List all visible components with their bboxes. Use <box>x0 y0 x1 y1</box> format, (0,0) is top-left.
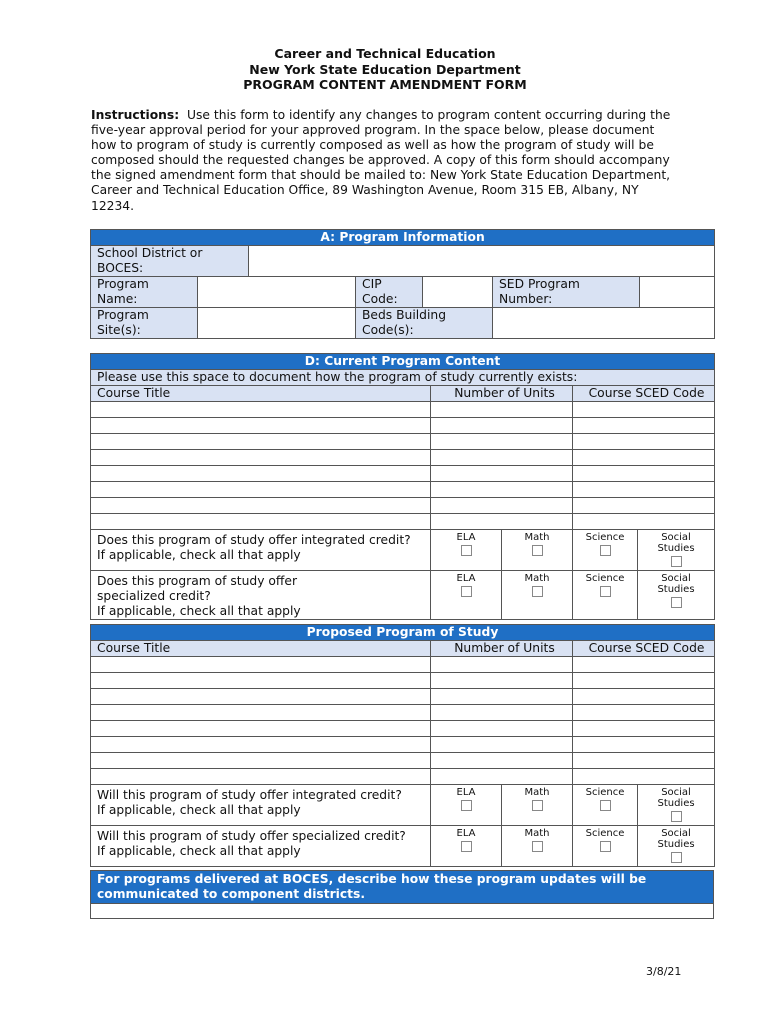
section-a-title: A: Program Information <box>91 230 715 246</box>
instructions-text: Use this form to identify any changes to program content occurring during the five-year approval period for your approved program. In the space below, please document how to program of study is currently composed as well as how the program of study will be composed should the requested changes be approved. A copy of this form should accompany the signed amendment form that should be mailed to: New York State Education Department, Career and Technical Education Office, 89 Washington Avenue, Room 315 EB, Albany, NY 12234. <box>91 108 671 213</box>
course-row[interactable] <box>91 498 431 514</box>
social-studies-option: Social Studies <box>638 826 715 867</box>
boces-title: For programs delivered at BOCES, describe how these program updates will be communicated to component districts. <box>91 871 714 904</box>
header-line-1: Career and Technical Education <box>274 46 496 61</box>
col-sced-code: Course SCED Code <box>573 386 715 402</box>
section-d-intro: Please use this space to document how the program of study currently exists: <box>91 370 715 386</box>
social-studies-checkbox[interactable] <box>671 852 682 863</box>
ela-option: ELA <box>431 571 502 620</box>
program-information-table <box>90 229 715 339</box>
course-row[interactable] <box>91 753 431 769</box>
ela-checkbox[interactable] <box>461 545 472 556</box>
instructions <box>91 108 671 214</box>
ela-checkbox[interactable] <box>461 841 472 852</box>
course-row[interactable] <box>91 402 431 418</box>
ela-option: ELA <box>431 530 502 571</box>
specialized-credit-question: Does this program of study offer specialized credit? If applicable, check all that apply <box>91 571 431 620</box>
ela-option: ELA <box>431 785 502 826</box>
ela-option: ELA <box>431 826 502 867</box>
cip-field[interactable] <box>423 277 493 308</box>
course-row[interactable] <box>91 705 431 721</box>
course-row[interactable] <box>91 418 431 434</box>
social-studies-option: Social Studies <box>638 530 715 571</box>
col-course-title: Course Title <box>91 641 431 657</box>
proposed-program-table <box>90 624 715 867</box>
course-row[interactable] <box>91 673 431 689</box>
course-row[interactable] <box>91 689 431 705</box>
course-row[interactable] <box>91 434 431 450</box>
integrated-credit-question: Does this program of study offer integrated credit? If applicable, check all that apply <box>91 530 431 571</box>
col-number-units: Number of Units <box>431 386 573 402</box>
science-option: Science <box>573 785 638 826</box>
course-row[interactable] <box>91 737 431 753</box>
science-option: Science <box>573 826 638 867</box>
current-program-table <box>90 353 715 620</box>
course-row[interactable] <box>91 450 431 466</box>
header-line-2: New York State Education Department <box>249 61 521 77</box>
instructions-label: Instructions: <box>91 108 180 122</box>
math-option: Math <box>502 785 573 826</box>
beds-field[interactable] <box>493 308 715 339</box>
science-checkbox[interactable] <box>600 800 611 811</box>
course-row[interactable] <box>91 721 431 737</box>
math-checkbox[interactable] <box>532 800 543 811</box>
site-field[interactable] <box>198 308 356 339</box>
course-row[interactable] <box>91 769 431 785</box>
beds-label: Beds Building Code(s): <box>356 308 493 339</box>
social-studies-checkbox[interactable] <box>671 811 682 822</box>
integrated-credit-question: Will this program of study offer integrated credit? If applicable, check all that apply <box>91 785 431 826</box>
course-row[interactable] <box>91 466 431 482</box>
form-header <box>0 46 770 93</box>
cip-label: CIP Code: <box>356 277 423 308</box>
proposed-title: Proposed Program of Study <box>91 625 715 641</box>
math-option: Math <box>502 530 573 571</box>
boces-response-field[interactable] <box>91 904 714 919</box>
math-checkbox[interactable] <box>532 545 543 556</box>
math-option: Math <box>502 571 573 620</box>
specialized-credit-question: Will this program of study offer specialized credit? If applicable, check all that apply <box>91 826 431 867</box>
science-checkbox[interactable] <box>600 841 611 852</box>
boces-table <box>90 870 714 919</box>
social-studies-checkbox[interactable] <box>671 597 682 608</box>
ela-checkbox[interactable] <box>461 586 472 597</box>
program-name-label: Program Name: <box>91 277 198 308</box>
science-option: Science <box>573 530 638 571</box>
course-row[interactable] <box>91 657 431 673</box>
social-studies-option: Social Studies <box>638 785 715 826</box>
science-checkbox[interactable] <box>600 545 611 556</box>
section-d-title: D: Current Program Content <box>91 354 715 370</box>
math-option: Math <box>502 826 573 867</box>
social-studies-checkbox[interactable] <box>671 556 682 567</box>
col-course-title: Course Title <box>91 386 431 402</box>
col-number-units: Number of Units <box>431 641 573 657</box>
district-field[interactable] <box>249 246 715 277</box>
col-sced-code: Course SCED Code <box>573 641 715 657</box>
header-line-3: PROGRAM CONTENT AMENDMENT FORM <box>243 77 527 92</box>
science-option: Science <box>573 571 638 620</box>
science-checkbox[interactable] <box>600 586 611 597</box>
program-name-field[interactable] <box>198 277 356 308</box>
math-checkbox[interactable] <box>532 586 543 597</box>
sed-field[interactable] <box>640 277 715 308</box>
math-checkbox[interactable] <box>532 841 543 852</box>
district-label: School District or BOCES: <box>91 246 249 277</box>
course-row[interactable] <box>91 514 431 530</box>
sed-label: SED Program Number: <box>493 277 640 308</box>
course-row[interactable] <box>91 482 431 498</box>
social-studies-option: Social Studies <box>638 571 715 620</box>
site-label: Program Site(s): <box>91 308 198 339</box>
footer-date: 3/8/21 <box>646 965 682 978</box>
ela-checkbox[interactable] <box>461 800 472 811</box>
